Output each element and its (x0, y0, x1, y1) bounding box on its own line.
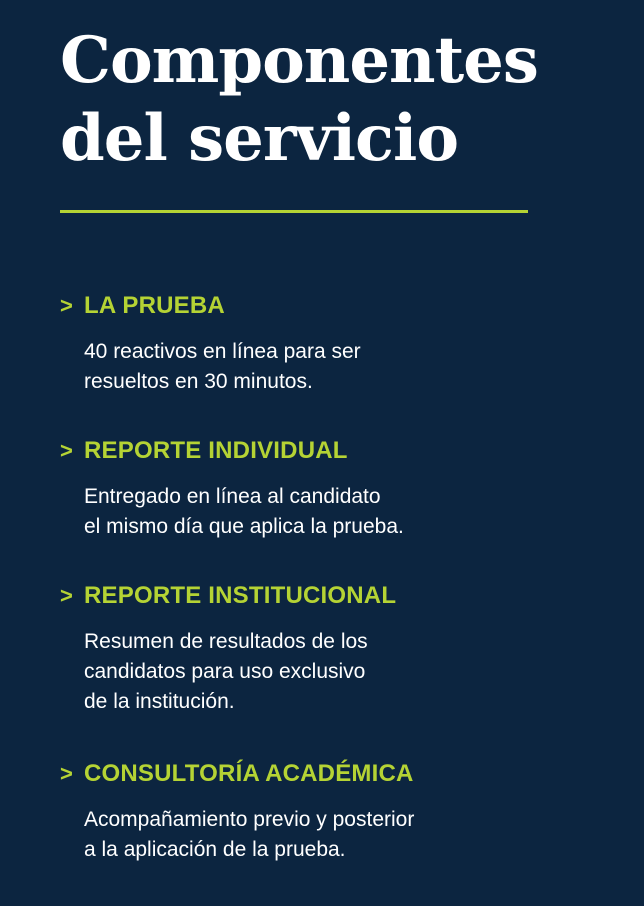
section-consultoria-academica (60, 759, 600, 865)
section-description (84, 627, 600, 717)
title-line-1: Componentes (60, 23, 538, 98)
section-reporte-individual (60, 436, 600, 542)
section-heading (60, 581, 600, 611)
section-heading-label: REPORTE INSTITUCIONAL (84, 582, 397, 609)
description-line: Acompañamiento previo y posterior (84, 808, 415, 831)
title-line-2: del servicio (60, 101, 458, 176)
section-heading (60, 291, 600, 321)
section-description (84, 482, 600, 542)
section-heading (60, 436, 600, 466)
section-heading-label: LA PRUEBA (84, 292, 225, 319)
description-line: de la institución. (84, 690, 235, 713)
description-line: el mismo día que aplica la prueba. (84, 515, 404, 538)
section-heading-label: CONSULTORÍA ACADÉMICA (84, 760, 414, 787)
description-line: 40 reactivos en línea para ser (84, 340, 361, 363)
chevron-right-icon: > (60, 583, 74, 608)
description-line: a la aplicación de la prueba. (84, 838, 346, 861)
chevron-right-icon: > (60, 293, 74, 318)
section-description (84, 805, 600, 865)
section-heading-label: REPORTE INDIVIDUAL (84, 437, 348, 464)
description-line: Entregado en línea al candidato (84, 485, 381, 508)
description-line: resueltos en 30 minutos. (84, 370, 313, 393)
description-line: candidatos para uso exclusivo (84, 660, 366, 683)
title-divider (60, 210, 528, 213)
chevron-right-icon: > (60, 438, 74, 463)
section-reporte-institucional (60, 581, 600, 717)
page-title (60, 22, 538, 178)
chevron-right-icon: > (60, 761, 74, 786)
description-line: Resumen de resultados de los (84, 630, 368, 653)
section-la-prueba (60, 291, 600, 397)
section-heading (60, 759, 600, 789)
section-description (84, 337, 600, 397)
